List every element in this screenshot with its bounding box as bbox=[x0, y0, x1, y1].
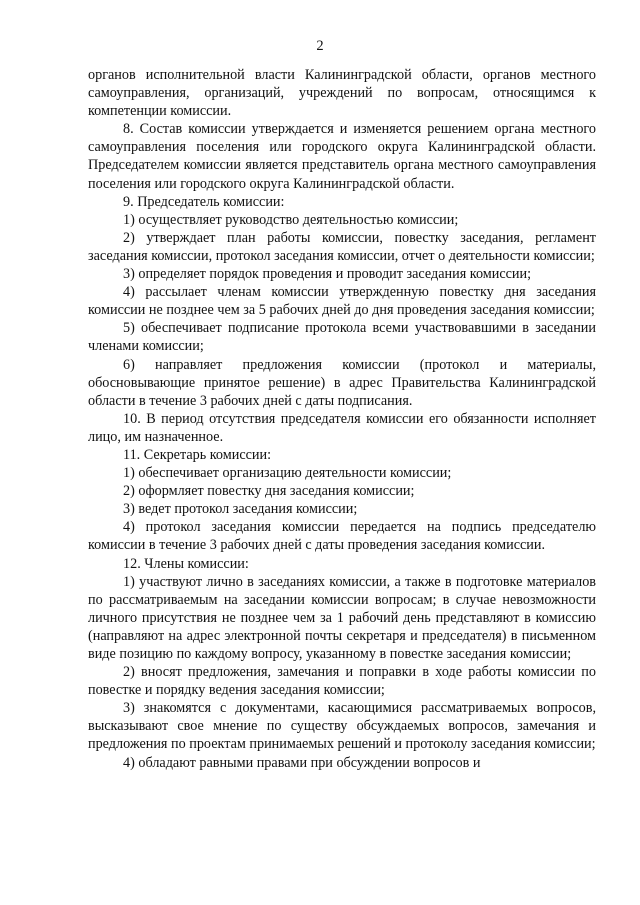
paragraph: 2) оформляет повестку дня заседания комиссии; bbox=[123, 483, 415, 500]
paragraph: 1) осуществляет руководство деятельностью комиссии; bbox=[123, 211, 459, 228]
paragraph: 4) рассылает членам комиссии утвержденную повестку дня заседания комиссии не позднее чем за 5 рабочих дней до дня проведения заседания комиссии; bbox=[88, 284, 596, 319]
paragraph: 6) направляет предложения комиссии (протокол и материалы, обосновывающие принятое решение) в адрес Правительства Калининградской области в течение 3 рабочих дней с даты подписания. bbox=[88, 356, 596, 409]
paragraph: 3) определяет порядок проведения и проводит заседания комиссии; bbox=[123, 266, 532, 283]
paragraph: 1) участвуют лично в заседаниях комиссии, а также в подготовке материалов по рассматриваемым на заседании комиссии вопросам; в случае невозможности личного присутствия не позднее чем за 1 рабочий день представляют в комиссию (направляют на адрес электронной почты секретаря и председателя) в письменном виде позицию по каждому вопросу, указанному в повестке заседания комиссии; bbox=[88, 573, 596, 662]
paragraph: 3) знакомятся с документами, касающимися рассматриваемых вопросов, высказывают свое мнение по существу обсуждаемых вопросов, замечания и предложения по проектам принимаемых решений и протоколу заседания комиссии; bbox=[88, 700, 596, 753]
paragraph: 8. Состав комиссии утверждается и изменяется решением органа местного самоуправления поселения или городского округа Калининградской области. Председателем комиссии является представитель органа местного самоуправления поселения или городского округа Калининградской области. bbox=[88, 121, 596, 192]
paragraph: 3) ведет протокол заседания комиссии; bbox=[123, 501, 358, 518]
paragraph: 1) обеспечивает организацию деятельности комиссии; bbox=[123, 465, 452, 482]
paragraph: 2) вносят предложения, замечания и поправки в ходе работы комиссии по повестке и порядку ведения заседания комиссии; bbox=[88, 664, 596, 699]
paragraph: 12. Члены комиссии: bbox=[123, 555, 249, 572]
paragraph: 10. В период отсутствия председателя комиссии его обязанности исполняет лицо, им назначенное. bbox=[88, 410, 596, 445]
paragraph: 5) обеспечивает подписание протокола всеми участвовавшими в заседании членами комиссии; bbox=[88, 320, 596, 355]
paragraph: 4) обладают равными правами при обсуждении вопросов и bbox=[123, 754, 481, 771]
paragraph: органов исполнительной власти Калининградской области, органов местного самоуправления, организаций, учреждений по вопросам, относящимся к компетенции комиссии. bbox=[88, 67, 596, 120]
paragraph: 11. Секретарь комиссии: bbox=[123, 446, 272, 463]
paragraph: 9. Председатель комиссии: bbox=[123, 193, 285, 210]
paragraph: 2) утверждает план работы комиссии, повестку заседания, регламент заседания комиссии, протокол заседания комиссии, отчет о деятельности комиссии; bbox=[88, 229, 596, 264]
paragraph: 4) протокол заседания комиссии передается на подпись председателю комиссии в течение 3 рабочих дней с даты проведения заседания комиссии. bbox=[88, 519, 596, 554]
page-number: 2 bbox=[316, 38, 324, 54]
document-body bbox=[88, 66, 596, 772]
